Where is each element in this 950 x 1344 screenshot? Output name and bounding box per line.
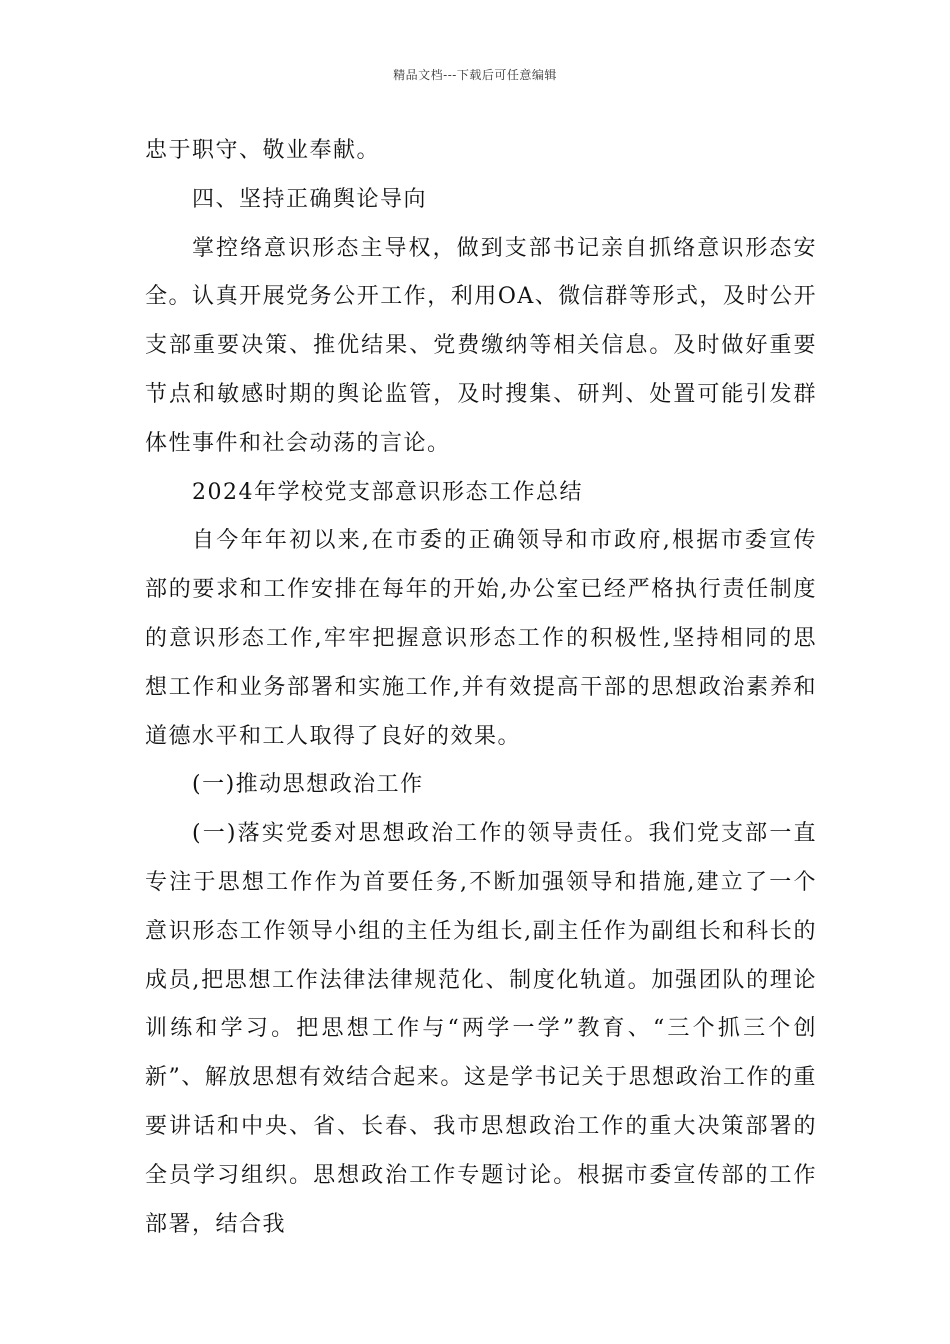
paragraph: 忠于职守、敬业奉献。 [145, 138, 381, 163]
document-body [145, 127, 817, 1249]
page-header: 精品文档---下载后可任意编辑 [393, 68, 557, 82]
document-title: 2024年学校党支部意识形态工作总结 [192, 479, 583, 505]
section-heading: (一)推动思想政治工作 [192, 772, 424, 798]
section-heading: 四、坚持正确舆论导向 [192, 186, 428, 212]
paragraph: (一)落实党委对思想政治工作的领导责任。我们党支部一直专注于思想工作作为首要任务,不断加强领导和措施,建立了一个意识形态工作领导小组的主任为组长,副主任作为副组长和科长的成员,把思想工作法律法律规范化、制度化轨道。加强团队的理论训练和学习。把思想工作与“两学一学”教育、“三个抓三个创新”、解放思想有效结合起来。这是学书记关于思想政治工作的重要讲话和中央、省、长春、我市思想政治工作的重大决策部署的全员学习组织。思想政治工作专题讨论。根据市委宣传部的工作部署，结合我 [145, 821, 817, 1237]
paragraph: 自今年年初以来,在市委的正确领导和市政府,根据市委宣传部的要求和工作安排在每年的开始,办公室已经严格执行责任制度的意识形态工作,牢牢把握意识形态工作的积极性,坚持相同的思想工作和业务部署和实施工作,并有效提高干部的思想政治素养和道德水平和工人取得了良好的效果。 [145, 528, 817, 749]
paragraph: 掌控络意识形态主导权，做到支部书记亲自抓络意识形态安全。认真开展党务公开工作，利用OA、微信群等形式，及时公开支部重要决策、推优结果、党费缴纳等相关信息。及时做好重要节点和敏感时期的舆论监管，及时搜集、研判、处置可能引发群体性事件和社会动荡的言论。 [145, 235, 817, 456]
